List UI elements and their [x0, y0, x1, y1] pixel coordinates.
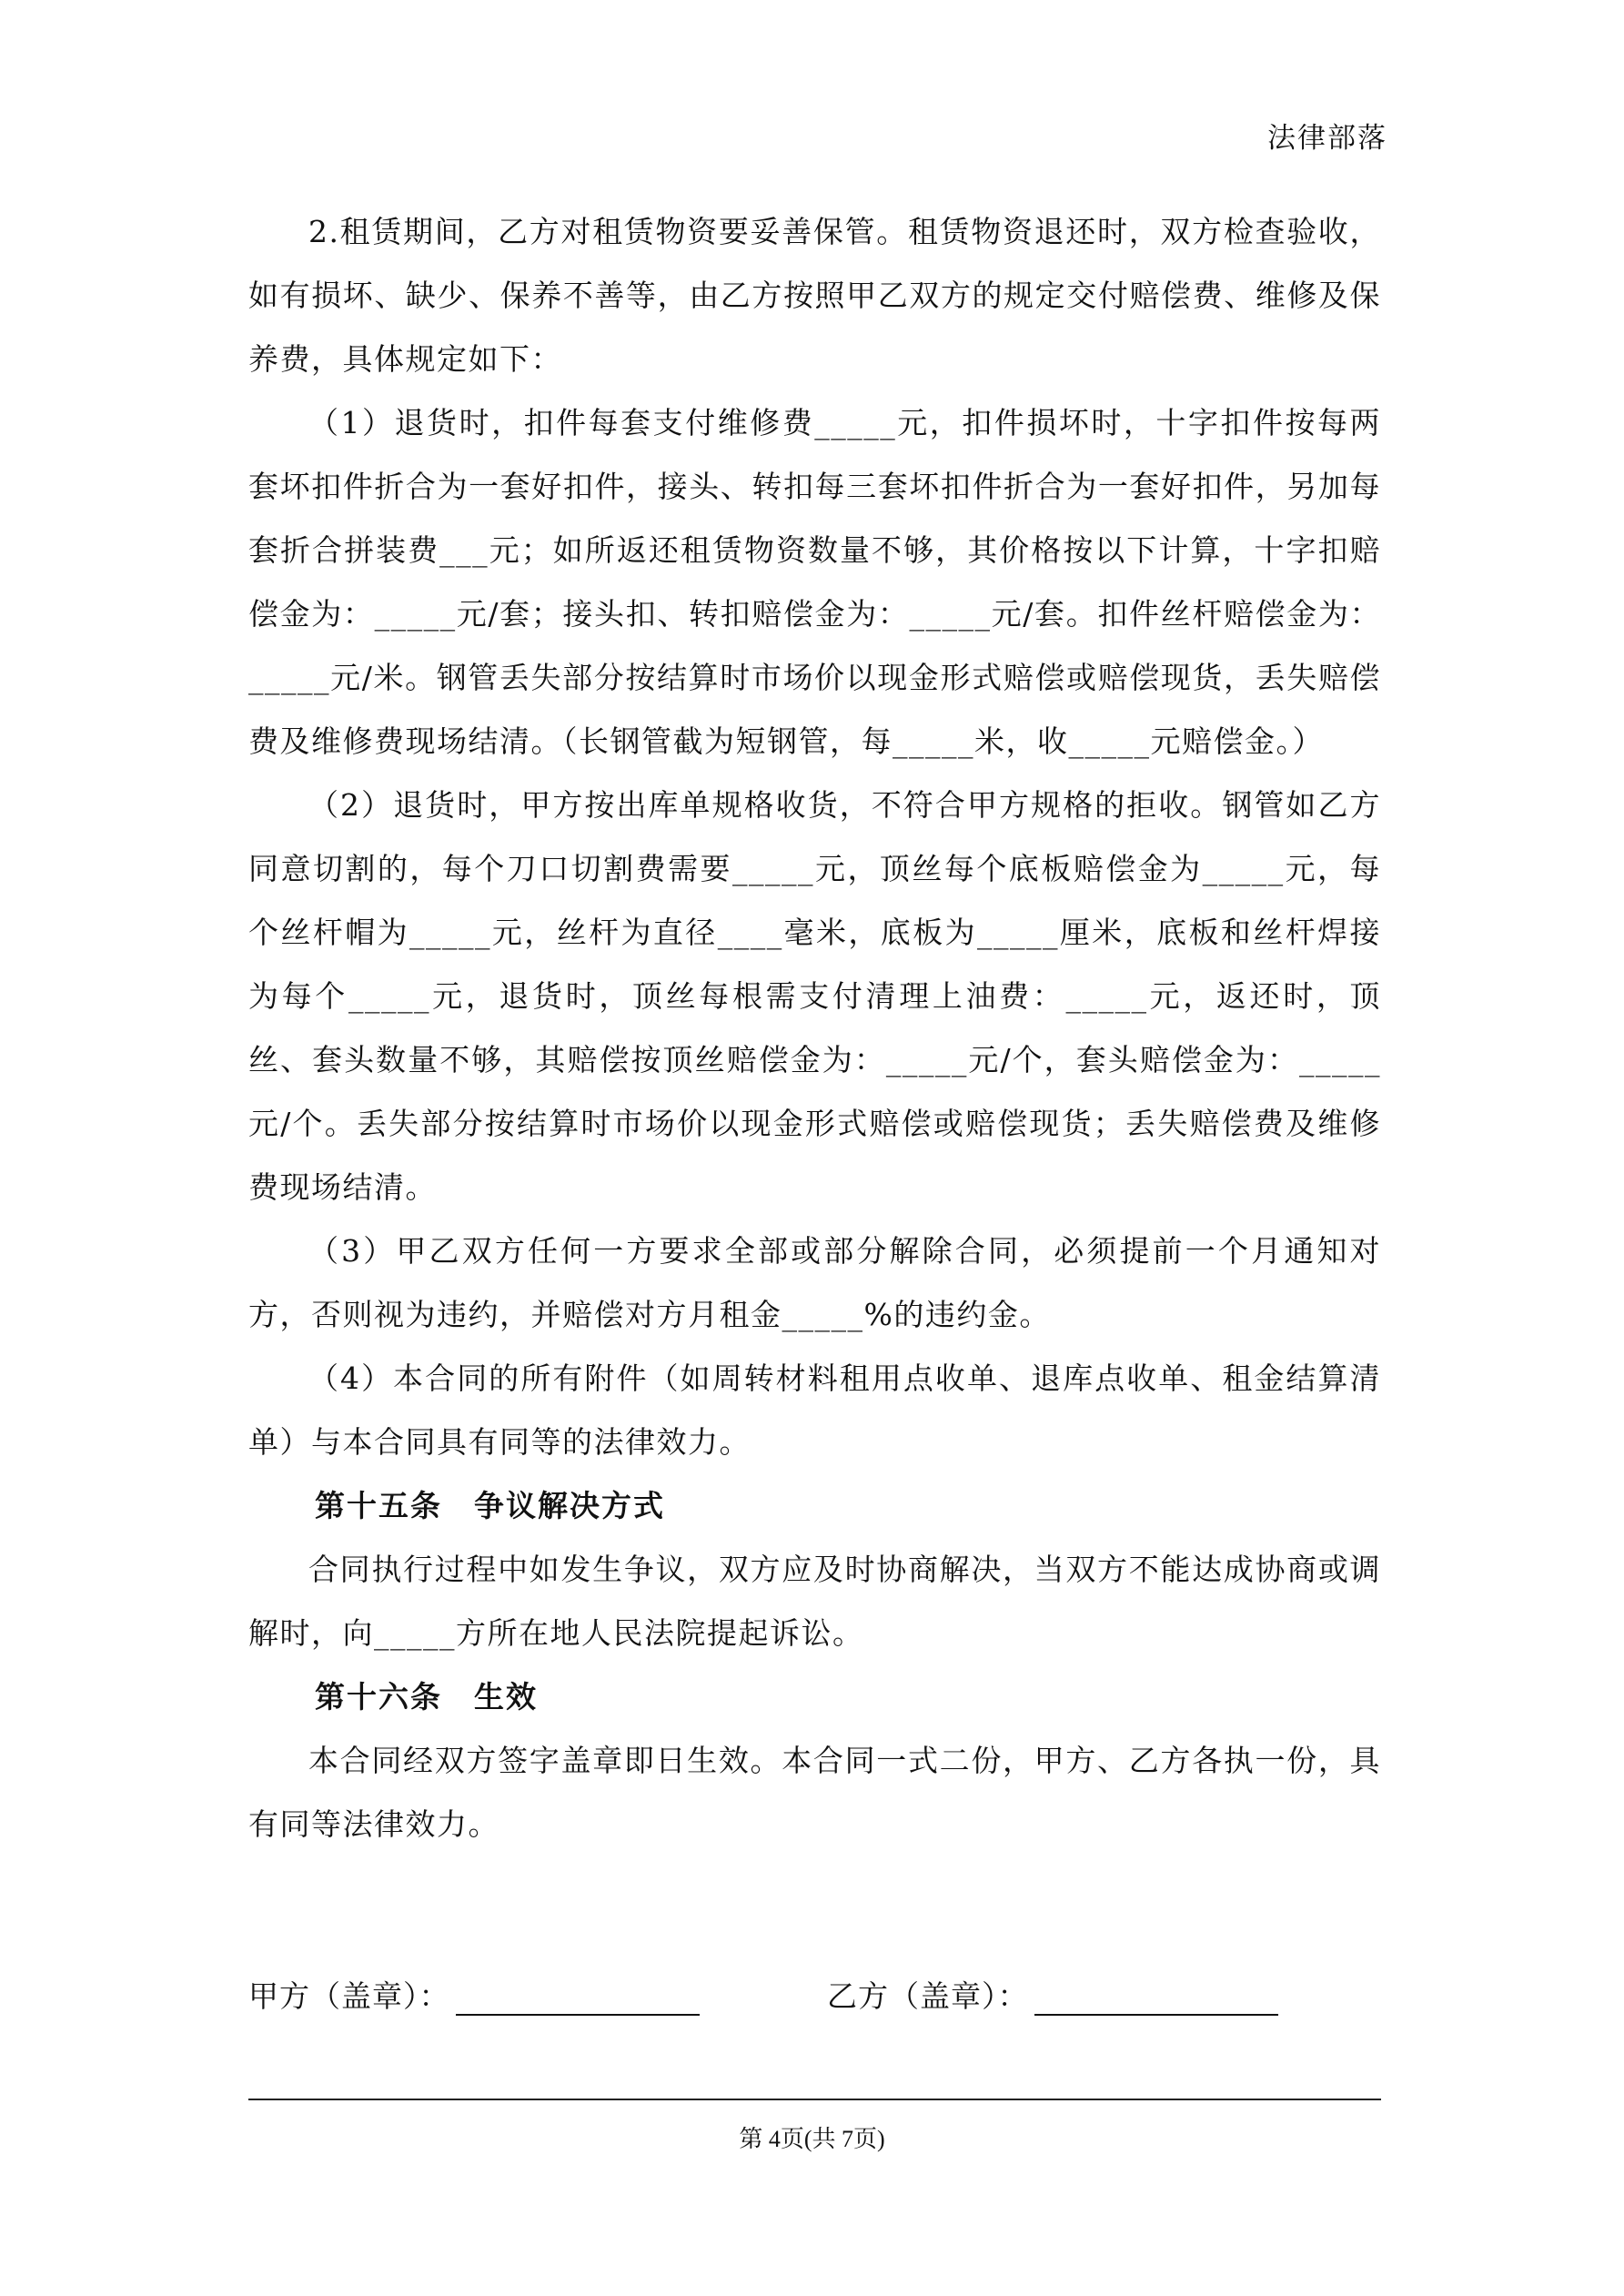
- party-a-label: 甲方（盖章）：: [248, 1978, 450, 2014]
- clause-paragraph: 2.租赁期间，乙方对租赁物资要妥善保管。租赁物资退还时，双方检查验收，如有损坏、缺少、保养不善等，由乙方按照甲乙双方的规定交付赔偿费、维修及保养费，具体规定如下：: [248, 214, 1381, 377]
- article-15-body: 合同执行过程中如发生争议，双方应及时协商解决，当双方不能达成协商或调解时，向_____方所在地人民法院提起诉讼。: [248, 1552, 1381, 1651]
- party-b-signature: [827, 1973, 1278, 2016]
- header-brand: 法律部落: [1267, 122, 1387, 155]
- contract-body: [248, 200, 1381, 1856]
- clause-paragraph: （2）退货时，甲方按出库单规格收货，不符合甲方规格的拒收。钢管如乙方同意切割的，每个刀口切割费需要_____元，顶丝每个底板赔偿金为_____元，每个丝杆帽为_____元，丝杆为直径____毫米，底板为_____厘米，底板和丝杆焊接为每个_____元，退货时，顶丝每根需支付清理上油费：_____元，返还时，顶丝、套头数量不够，其赔偿按顶丝赔偿金为：_____元/个，套头赔偿金为：_____元/个。丢失部分按结算时市场价以现金形式赔偿或赔偿现货；丢失赔偿费及维修费现场结清。: [248, 787, 1381, 1205]
- clause-paragraph: （4）本合同的所有附件（如周转材料租用点收单、退库点收单、租金结算清单）与本合同具有同等的法律效力。: [248, 1360, 1381, 1460]
- signature-row: [248, 1973, 1381, 2028]
- clause-paragraph: （3）甲乙双方任何一方要求全部或部分解除合同，必须提前一个月通知对方，否则视为违约，并赔偿对方月租金_____%的违约金。: [248, 1233, 1381, 1332]
- party-b-signature-line: [1034, 1976, 1278, 2016]
- article-16-title: 第十六条 生效: [315, 1679, 538, 1714]
- party-a-signature-line: [456, 1976, 700, 2016]
- page-number: 第 4页(共 7页): [739, 2126, 885, 2152]
- clause-paragraph: （1）退货时，扣件每套支付维修费_____元，扣件损坏时，十字扣件按每两套坏扣件折合为一套好扣件，接头、转扣每三套坏扣件折合为一套好扣件，另加每套折合拼装费___元；如所返还租赁物资数量不够，其价格按以下计算，十字扣赔偿金为：_____元/套；接头扣、转扣赔偿金为：_____元/套。扣件丝杆赔偿金为：_____元/米。钢管丢失部分按结算时市场价以现金形式赔偿或赔偿现货，丢失赔偿费及维修费现场结清。（长钢管截为短钢管，每_____米，收_____元赔偿金。）: [248, 405, 1381, 759]
- article-16-body: 本合同经双方签字盖章即日生效。本合同一式二份，甲方、乙方各执一份，具有同等法律效力。: [248, 1743, 1381, 1842]
- footer-divider: [248, 2099, 1381, 2100]
- article-15-title: 第十五条 争议解决方式: [315, 1488, 665, 1523]
- party-a-signature: [248, 1973, 700, 2016]
- party-b-label: 乙方（盖章）：: [827, 1978, 1029, 2014]
